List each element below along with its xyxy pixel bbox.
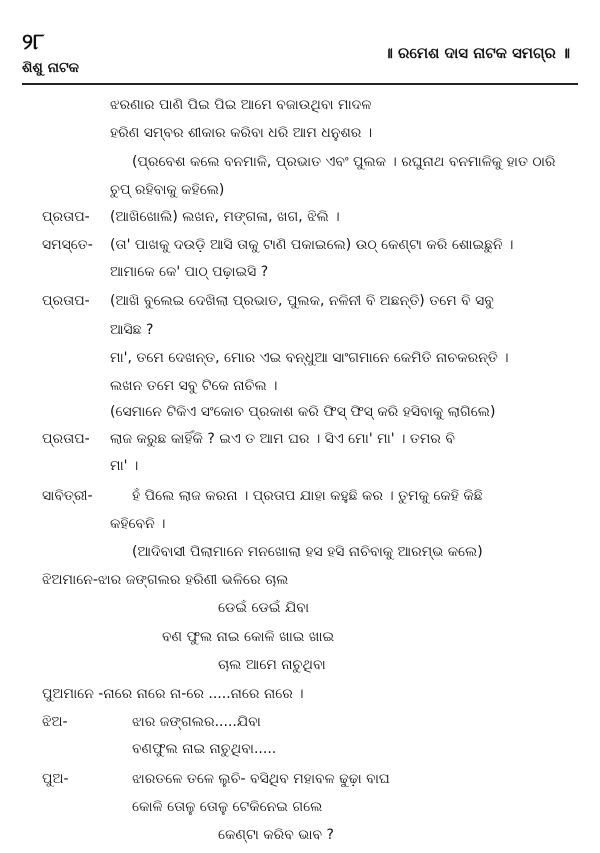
dialogue-line: ମା', ତମେ ଦେଖନ୍ତ, ମୋର ଏଇ ବନ୍ଧୁଆ ସାଂଗମାନେ କେମିତି ନାଚକରନ୍ତି । xyxy=(110,350,509,366)
song-line: ଡେଇଁ ଡେଇଁ ଯିବା xyxy=(218,600,310,616)
dialogue-line: (ତା' ପାଖକୁ ଦଉଡ଼ି ଆସି ତାକୁ ଟାଣି ପକାଇଲେ) ଉଠ୍ କେଣ୍ଟା କରି ଶୋଇଛୁନି । xyxy=(110,237,514,253)
song-line: କୋଳି ତୋଳୁ ତୋଳୁ ଟେକିନେଇ ଗଲେ xyxy=(132,799,323,815)
speaker-label: ଝିଅ- xyxy=(42,714,68,730)
dialogue-line: କହିବେନି । xyxy=(110,516,166,532)
speaker-label: ସମସ୍ତେ- xyxy=(42,237,93,253)
speaker-label: ସାବିତ୍ରୀ- xyxy=(42,488,93,504)
stage-direction: ଚୁପ୍ ରହିବାକୁ କହିଲେ) xyxy=(110,182,225,198)
speaker-label: ପୁଅ- xyxy=(42,771,69,787)
song-line: ବଣ ଫୁଲ ନାଇ କୋଳି ଖାଇ ଖାଇ xyxy=(162,629,335,645)
running-title: ॥ ରମେଶ ଦାସ ନାଟକ ସମଗ୍ର ॥ xyxy=(383,44,570,62)
speaker-label: ପ୍ରତାପ- xyxy=(42,209,90,225)
dialogue-line: ହଁ ପିଲେ ଲାଜ କରନା । ପ୍ରତାପ ଯାହା କହୁଛି କର । ତୁମକୁ କେହି କିଛି xyxy=(132,488,483,504)
header-rule xyxy=(22,83,578,85)
song-line: ପୁଅମାନେ -ନାରେ ନାରେ ନା-ରେ .....ନାରେ ନାରେ । xyxy=(42,686,304,702)
stage-direction: (ଆଦିବାସୀ ପିଲାମାନେ ମନଖୋଲା ହସ ହସି ନାଚିବାକୁ ଆରମ୍ଭ କଲେ) xyxy=(132,544,483,560)
dialogue-line: ଆସିଛ ? xyxy=(110,322,154,338)
dialogue-line: ଲାଜ କରୁଛ କାହିଁକି ? ଇଏ ତ ଆମ ଘର । ସିଏ ମୋ' ମା' । ତମର ବି xyxy=(110,431,455,447)
dialogue-line: ଆମାକେ କେ' ପାଠ୍ ପଢ଼ାଇସି ? xyxy=(110,264,269,280)
song-line: ବଣଫୁଲ ନାଇ ନାଚୁଥିବା..... xyxy=(132,741,277,757)
text-line: ହରିଣ ସମ୍ବର ଶୀକାର କରିବା ଧରି ଆମ ଧନୁଶର । xyxy=(110,125,373,141)
dialogue-line: (ଆଖି ବୁଲେଇ ଦେଖିଲା ପ୍ରଭାତ, ପୁଲକ, ନଳିନୀ ବି ଅଛନ୍ତି) ତମେ ବି ସବୁ xyxy=(110,293,494,309)
stage-direction: (ପ୍ରବେଶ କଲେ ବନମାଳି, ପ୍ରଭାତ ଏବଂ ପୁଲକ । ରଘୁନାଥ ବନମାଳିକୁ ହାତ ଠାରି xyxy=(132,154,556,170)
dialogue-line: ଲଖନ ତମେ ସବୁ ଟିକେ ନାଚିଲ । xyxy=(110,378,278,394)
song-line: ଝାରତଳେ ତଳେ ଲୁଚି- ବସିଥିବ ମହାବଳ ଢୁଢ଼ା ବାଘ xyxy=(132,771,390,787)
speaker-label: ପ୍ରତାପ- xyxy=(42,431,90,447)
text-line: ଝରଣାର ପାଣି ପିଇ ପିଇ ଆମେ ବଜାଉଥିବା ମାଦଳ xyxy=(110,97,372,113)
page-number: ୨୮ xyxy=(22,30,45,55)
song-line: କେଣ୍ଟା କରିବ ଭାବ ? xyxy=(218,827,334,843)
song-line: ଝିଅମାନେ-ଝାର ଜଙ୍ଗଲର ହରିଣୀ ଭଳିରେ ଚାଲ xyxy=(42,572,289,588)
stage-direction: (ସେମାନେ ଟିକିଏ ସଂକୋଚ ପ୍ରକାଶ କରି ଫିସ୍ ଫିସ୍ କରି ହସିବାକୁ ଲାଗିଲେ) xyxy=(110,404,496,420)
speaker-label: ପ୍ରତାପ- xyxy=(42,293,90,309)
song-line: ଚାଲ ଆମେ ନାଚୁଥିବା xyxy=(218,657,326,673)
dialogue-line: ମା' । xyxy=(110,458,139,474)
dialogue-line: (ଆଖିଖୋଲି) ଲଖନ, ମଙ୍ଗଳା, ଖଗ, ଝିଲି । xyxy=(110,209,340,225)
song-line: ଝାର ଜଙ୍ଗଲର.....ଯିବା xyxy=(132,714,261,730)
series-label: ଶିଶୁ ନାଟକ xyxy=(22,60,80,76)
